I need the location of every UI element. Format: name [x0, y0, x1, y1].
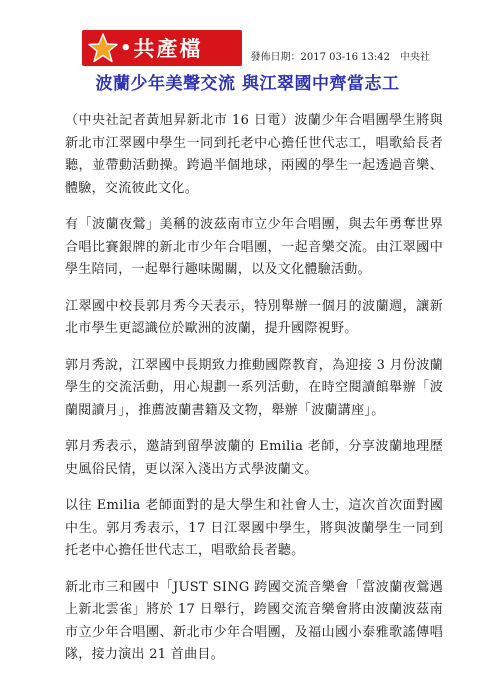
news-source: 中央社	[400, 52, 430, 63]
article-paragraph: 新北市三和國中「JUST SING 跨國交流音樂會「當波蘭夜鶯遇上新北雲雀」將於 17 日舉行，跨國交流音樂會將由波蘭波茲南市立少年合唱團、新北市少年合唱團，及福山國小泰雅歌謠傳唱隊，接力演出 21 首曲目。	[65, 579, 443, 662]
article-paragraph: 以往 Emilia 老師面對的是大學生和社會人士，這次首次面對國中生。郭月秀表示，17 日江翠國中學生，將與波蘭學生一同到托老中心擔任世代志工，唱歌給長者聽。	[65, 498, 443, 558]
article-meta	[240, 48, 430, 63]
article-headline: 波蘭少年美聲交流 與江翠國中齊當志工	[95, 74, 400, 94]
article-paragraph: （中央社記者黃旭昇新北市 16 日電）波蘭少年合唱團學生將與新北市江翠國中學生一同到托老中心擔任世代志工，唱歌給長者聽，並帶動活動操。跨過半個地球，兩國的學生一起透過音樂、體驗，交流彼此文化。	[65, 113, 443, 196]
site-logo	[82, 30, 242, 66]
article-body	[65, 110, 443, 681]
star-icon	[86, 31, 120, 65]
article-paragraph: 郭月秀表示，邀請到留學波蘭的 Emilia 老師，分享波蘭地理歷史風俗民情，更以深入淺出方式學波蘭文。	[65, 439, 443, 477]
article-paragraph: 江翠國中校長郭月秀今天表示，特別舉辦一個月的波蘭週，讓新北市學生更認識位於歐洲的波蘭，提升國際視野。	[65, 298, 443, 336]
article-paragraph: 有「波蘭夜鶯」美稱的波茲南市立少年合唱團，與去年勇奪世界合唱比賽銀牌的新北市少年合唱團，一起音樂交流。由江翠國中學生陪同，一起舉行趣味闖關，以及文化體驗活動。	[65, 217, 443, 277]
article-paragraph: 郭月秀說，江翠國中長期致力推動國際教育，為迎接 3 月份波蘭學生的交流活動，用心規劃一系列活動，在時空閱讀館舉辦「波蘭閱讀月」，推薦波蘭書籍及文物，舉辦「波蘭講座」。	[65, 357, 443, 418]
publish-date: 發佈日期：2017 03-16 13:42	[250, 52, 390, 63]
logo-brand-text: 共產檔	[133, 37, 203, 61]
logo-dot: •	[120, 37, 132, 59]
